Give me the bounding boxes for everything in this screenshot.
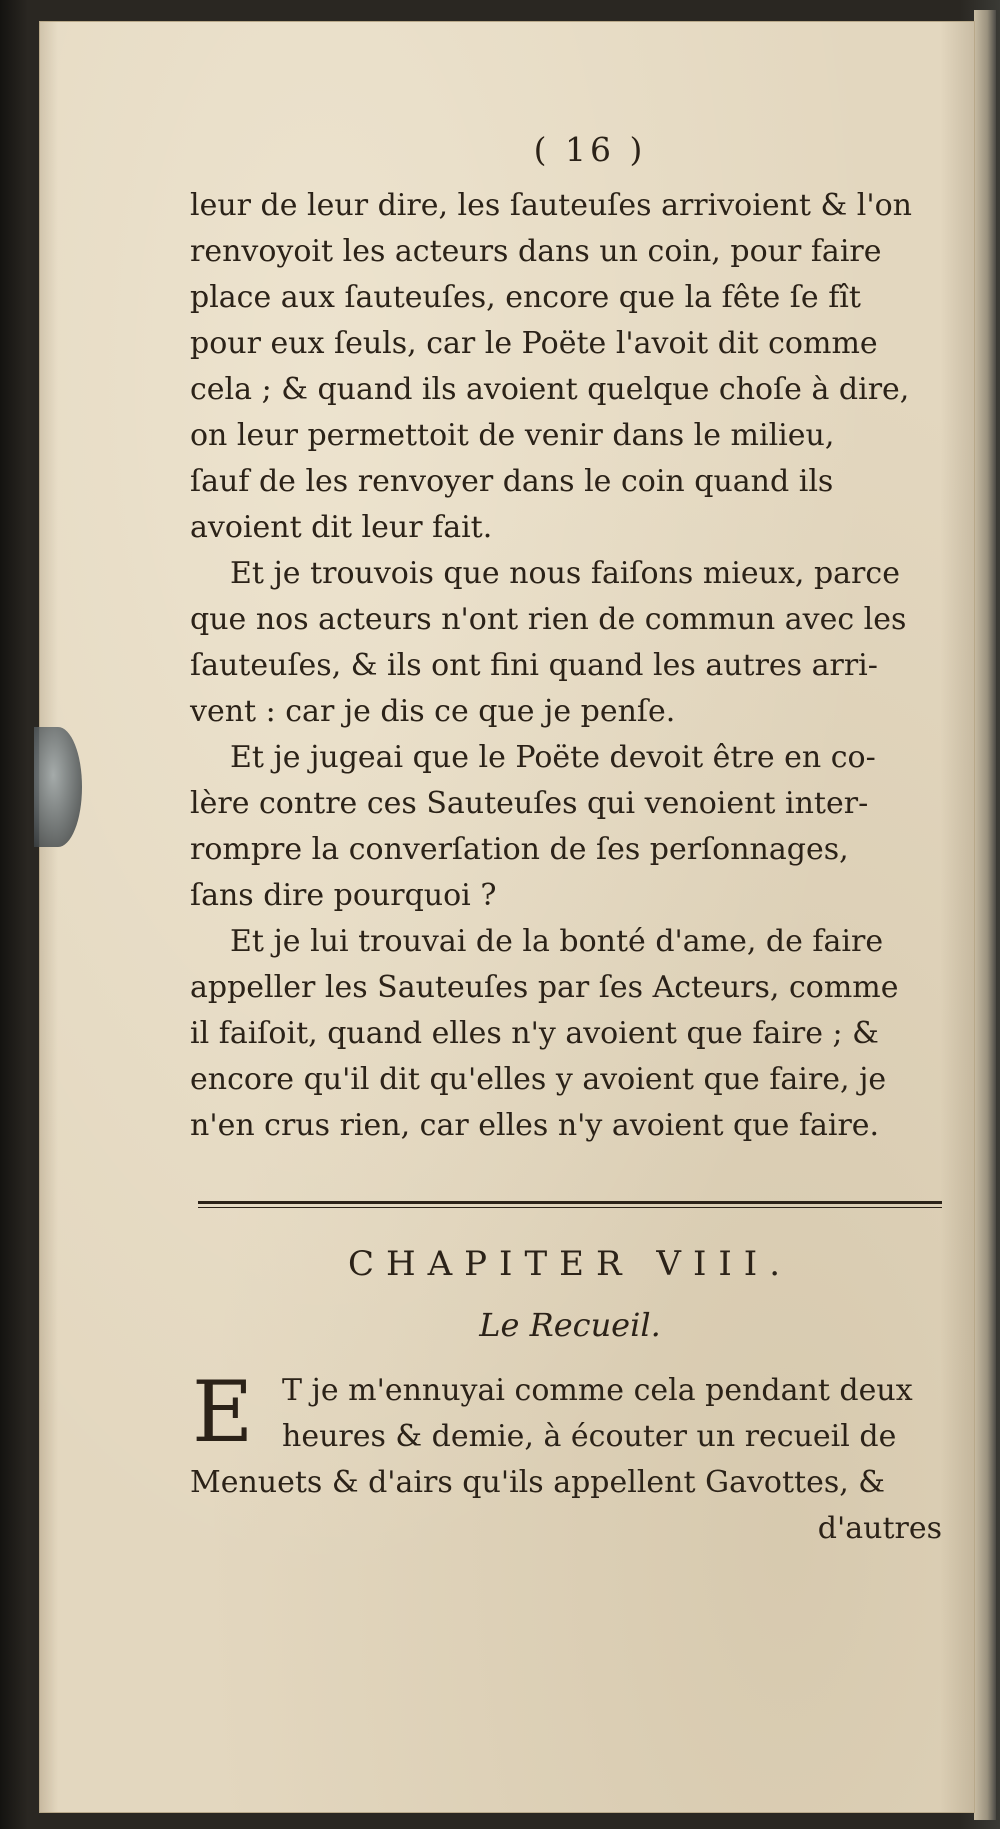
text-line: Et je jugeai que le Poëte devoit être en co-	[230, 740, 876, 775]
text-line: Et je trouvois que nous faiſons mieux, parce	[230, 556, 900, 591]
book-edge	[974, 10, 996, 1820]
text-line: ſauteuſes, & ils ont fini quand les autres arri-	[190, 648, 878, 683]
text-line: leur de leur dire, les ſauteuſes arrivoient & l'on	[190, 188, 912, 223]
text-line: Et je lui trouvai de la bonté d'ame, de faire	[230, 924, 884, 959]
paragraph	[190, 183, 950, 551]
binding-clip	[34, 727, 82, 847]
text-line: pour eux ſeuls, car le Poëte l'avoit dit comme	[190, 326, 878, 361]
page-number: ( 16 )	[533, 130, 647, 169]
text-line: avoient dit leur fait.	[190, 510, 493, 545]
text-line: vent : car je dis ce que je penſe.	[190, 694, 676, 729]
chapter-opening	[190, 1363, 950, 1552]
chapter-line: Menuets & d'airs qu'ils appellent Gavottes, &	[190, 1465, 885, 1500]
chapter-heading: CHAPITER VIII.	[347, 1244, 793, 1284]
chapter-line: heures & demie, à écouter un recueil de	[282, 1419, 897, 1454]
text-line: on leur permettoit de venir dans le milieu,	[190, 418, 835, 453]
chapter-rule	[198, 1201, 942, 1208]
text-line: il faiſoit, quand elles n'y avoient que faire ; &	[190, 1016, 879, 1051]
text-line: que nos acteurs n'ont rien de commun avec les	[190, 602, 907, 637]
body-paragraphs	[190, 183, 950, 1149]
text-line: cela ; & quand ils avoient quelque choſe à dire,	[190, 372, 910, 407]
paragraph	[190, 919, 950, 1149]
text-line: n'en crus rien, car elles n'y avoient que faire.	[190, 1108, 880, 1143]
chapter-subtitle: Le Recueil.	[479, 1306, 661, 1344]
catchword: d'autres	[817, 1511, 942, 1546]
paragraph	[190, 551, 950, 735]
text-line: place aux ſauteuſes, encore que la fête ſe fît	[190, 280, 861, 315]
text-line: lère contre ces Sauteuſes qui venoient inter-	[190, 786, 869, 821]
text-line: renvoyoit les acteurs dans un coin, pour faire	[190, 234, 882, 269]
drop-capital: E	[192, 1363, 254, 1461]
paragraph	[190, 735, 950, 919]
text-line: appeller les Sauteuſes par ſes Acteurs, comme	[190, 970, 899, 1005]
text-line: encore qu'il dit qu'elles y avoient que faire, je	[190, 1062, 887, 1097]
page-text	[190, 130, 950, 1552]
chapter-line: T je m'ennuyai comme cela pendant deux	[282, 1373, 913, 1408]
text-line: rompre la converſation de ſes perſonnages,	[190, 832, 849, 867]
text-line: ſans dire pourquoi ?	[190, 878, 497, 913]
text-line: ſauf de les renvoyer dans le coin quand ils	[190, 464, 834, 499]
